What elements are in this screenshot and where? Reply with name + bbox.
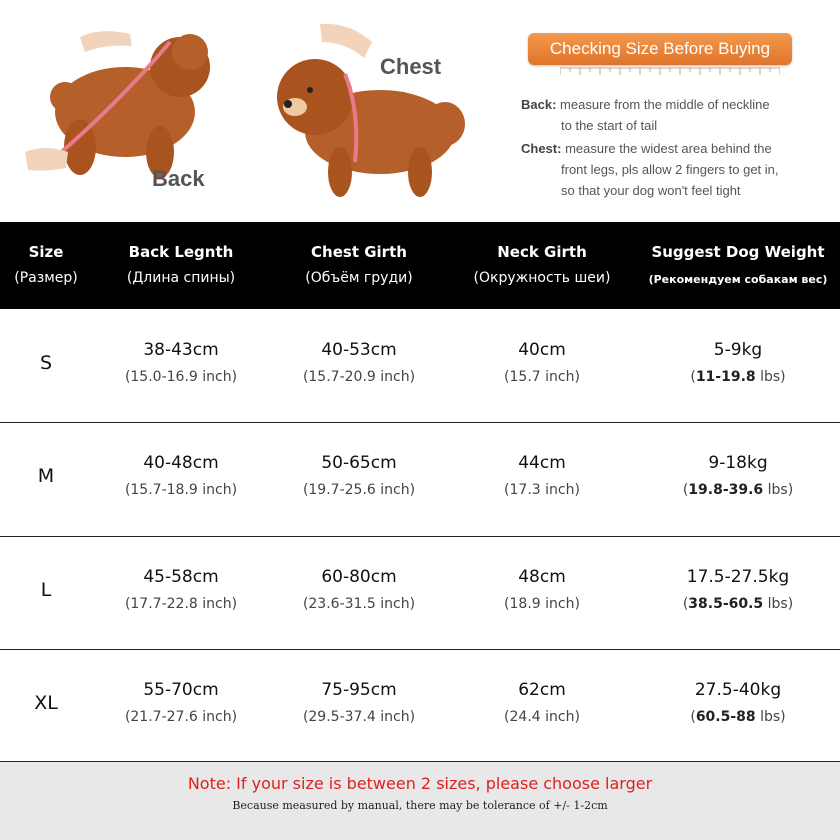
table-cell-chest bbox=[270, 452, 448, 500]
chest-def-term: Chest: bbox=[521, 141, 562, 156]
table-cell-back bbox=[92, 339, 270, 387]
neck-inch-value: (15.7 inch) bbox=[504, 369, 580, 385]
table-cell-size bbox=[0, 579, 92, 601]
table-cell-chest bbox=[270, 566, 448, 614]
tolerance-note: Because measured by manual, there may be tolerance of +/- 1-2cm bbox=[232, 799, 608, 812]
weight-lbs-value: 19.8-39.6 bbox=[688, 482, 764, 498]
header-size-sub: (Размер) bbox=[14, 270, 78, 286]
lbs-unit: lbs) bbox=[760, 369, 786, 385]
paren: ( bbox=[690, 709, 696, 725]
table-cell-back bbox=[92, 452, 270, 500]
table-cell-chest bbox=[270, 339, 448, 387]
chest-inch-value: (29.5-37.4 inch) bbox=[302, 709, 416, 725]
chest-inch-value: (23.6-31.5 inch) bbox=[302, 596, 416, 612]
table-cell-size bbox=[0, 352, 92, 374]
back-def-term: Back: bbox=[521, 97, 557, 112]
chest-value: 60-80cm bbox=[321, 567, 397, 587]
size-label: XL bbox=[34, 692, 58, 714]
neck-inch-value: (18.9 inch) bbox=[504, 596, 580, 612]
paren: ( bbox=[682, 596, 689, 612]
chest-inch-value: (19.7-25.6 inch) bbox=[302, 482, 416, 498]
weight-value: 9-18kg bbox=[708, 453, 768, 473]
table-cell-neck bbox=[448, 566, 636, 614]
table-cell-neck bbox=[448, 339, 636, 387]
size-label: L bbox=[40, 579, 52, 601]
measurement-definitions bbox=[521, 94, 821, 201]
neck-inch-value: (24.4 inch) bbox=[504, 709, 580, 725]
weight-value: 27.5-40kg bbox=[694, 680, 782, 700]
table-cell-size bbox=[0, 465, 92, 487]
chest-def-line2: front legs, pls allow 2 fingers to get in, bbox=[561, 162, 779, 177]
table-cell-chest bbox=[270, 679, 448, 727]
neck-value: 40cm bbox=[518, 340, 566, 360]
header-neck-girth bbox=[448, 242, 636, 288]
weight-value: 17.5-27.5kg bbox=[686, 567, 790, 587]
weight-lbs bbox=[636, 480, 840, 500]
size-label: S bbox=[39, 352, 53, 374]
chest-value: 50-65cm bbox=[321, 453, 397, 473]
header-size-title: Size bbox=[28, 243, 64, 261]
header-size bbox=[0, 242, 92, 288]
size-note: Note: If your size is between 2 sizes, please choose larger bbox=[187, 774, 653, 793]
chest-def-line1: measure the widest area behind the bbox=[565, 141, 772, 156]
back-label: Back bbox=[152, 166, 205, 191]
lbs-unit: lbs) bbox=[767, 596, 794, 612]
table-cell-neck bbox=[448, 679, 636, 727]
row-divider bbox=[0, 536, 840, 537]
lbs-unit: lbs) bbox=[767, 482, 794, 498]
back-def-line2: to the start of tail bbox=[561, 118, 658, 133]
dog-measuring-illustration bbox=[20, 12, 490, 212]
neck-inch-value: (17.3 inch) bbox=[504, 482, 580, 498]
row-divider bbox=[0, 649, 840, 650]
header-chest-sub: (Объём груди) bbox=[305, 270, 413, 286]
chest-value: 40-53cm bbox=[321, 340, 397, 360]
neck-value: 48cm bbox=[518, 567, 566, 587]
size-table-header bbox=[0, 222, 840, 309]
weight-lbs bbox=[636, 367, 840, 387]
back-measuring-dog bbox=[25, 31, 210, 178]
header-back-title: Back Legnth bbox=[128, 243, 234, 261]
neck-value: 62cm bbox=[518, 680, 566, 700]
table-cell-back bbox=[92, 679, 270, 727]
ruler-icon bbox=[560, 67, 780, 77]
chest-def-line3: so that your dog won't feel tight bbox=[561, 183, 741, 198]
header-neck-sub: (Окружность шеи) bbox=[473, 270, 611, 286]
chest-value: 75-95cm bbox=[321, 680, 397, 700]
header-back-sub: (Длина спины) bbox=[126, 270, 236, 286]
header-back-length bbox=[92, 242, 270, 288]
paren: ( bbox=[690, 369, 696, 385]
neck-value: 44cm bbox=[518, 453, 566, 473]
back-value: 45-58cm bbox=[143, 567, 219, 587]
table-cell-back bbox=[92, 566, 270, 614]
back-inch-value: (17.7-22.8 inch) bbox=[124, 596, 238, 612]
weight-lbs-value: 60.5-88 bbox=[695, 709, 756, 725]
back-inch-value: (15.7-18.9 inch) bbox=[124, 482, 238, 498]
chest-inch-value: (15.7-20.9 inch) bbox=[302, 369, 416, 385]
weight-lbs-value: 38.5-60.5 bbox=[688, 596, 764, 612]
header-weight-title: Suggest Dog Weight bbox=[651, 243, 825, 261]
size-guide-top bbox=[0, 0, 840, 222]
header-chest-title: Chest Girth bbox=[311, 243, 407, 261]
table-cell-weight bbox=[636, 566, 840, 614]
header-neck-title: Neck Girth bbox=[497, 243, 587, 261]
header-chest-girth bbox=[270, 242, 448, 288]
weight-value: 5-9kg bbox=[713, 340, 763, 360]
lbs-unit: lbs) bbox=[760, 709, 786, 725]
weight-lbs bbox=[636, 594, 840, 614]
header-dog-weight bbox=[636, 242, 840, 290]
paren: ( bbox=[682, 482, 689, 498]
back-value: 40-48cm bbox=[143, 453, 219, 473]
weight-lbs bbox=[636, 707, 840, 727]
table-cell-neck bbox=[448, 452, 636, 500]
checking-size-banner: Checking Size Before Buying bbox=[528, 33, 792, 65]
row-divider bbox=[0, 422, 840, 423]
table-cell-weight bbox=[636, 452, 840, 500]
header-weight-sub: (Рекомендуем собакам вес) bbox=[648, 273, 828, 286]
back-value: 55-70cm bbox=[143, 680, 219, 700]
chest-label: Chest bbox=[380, 54, 442, 79]
back-def-line1: measure from the middle of neckline bbox=[560, 97, 770, 112]
weight-lbs-value: 11-19.8 bbox=[695, 369, 756, 385]
chest-measuring-dog bbox=[277, 24, 465, 197]
table-cell-weight bbox=[636, 679, 840, 727]
back-inch-value: (21.7-27.6 inch) bbox=[124, 709, 238, 725]
size-label: M bbox=[37, 465, 55, 487]
table-cell-size bbox=[0, 692, 92, 714]
back-inch-value: (15.0-16.9 inch) bbox=[124, 369, 238, 385]
footer-note bbox=[0, 762, 840, 840]
back-value: 38-43cm bbox=[143, 340, 219, 360]
table-cell-weight bbox=[636, 339, 840, 387]
